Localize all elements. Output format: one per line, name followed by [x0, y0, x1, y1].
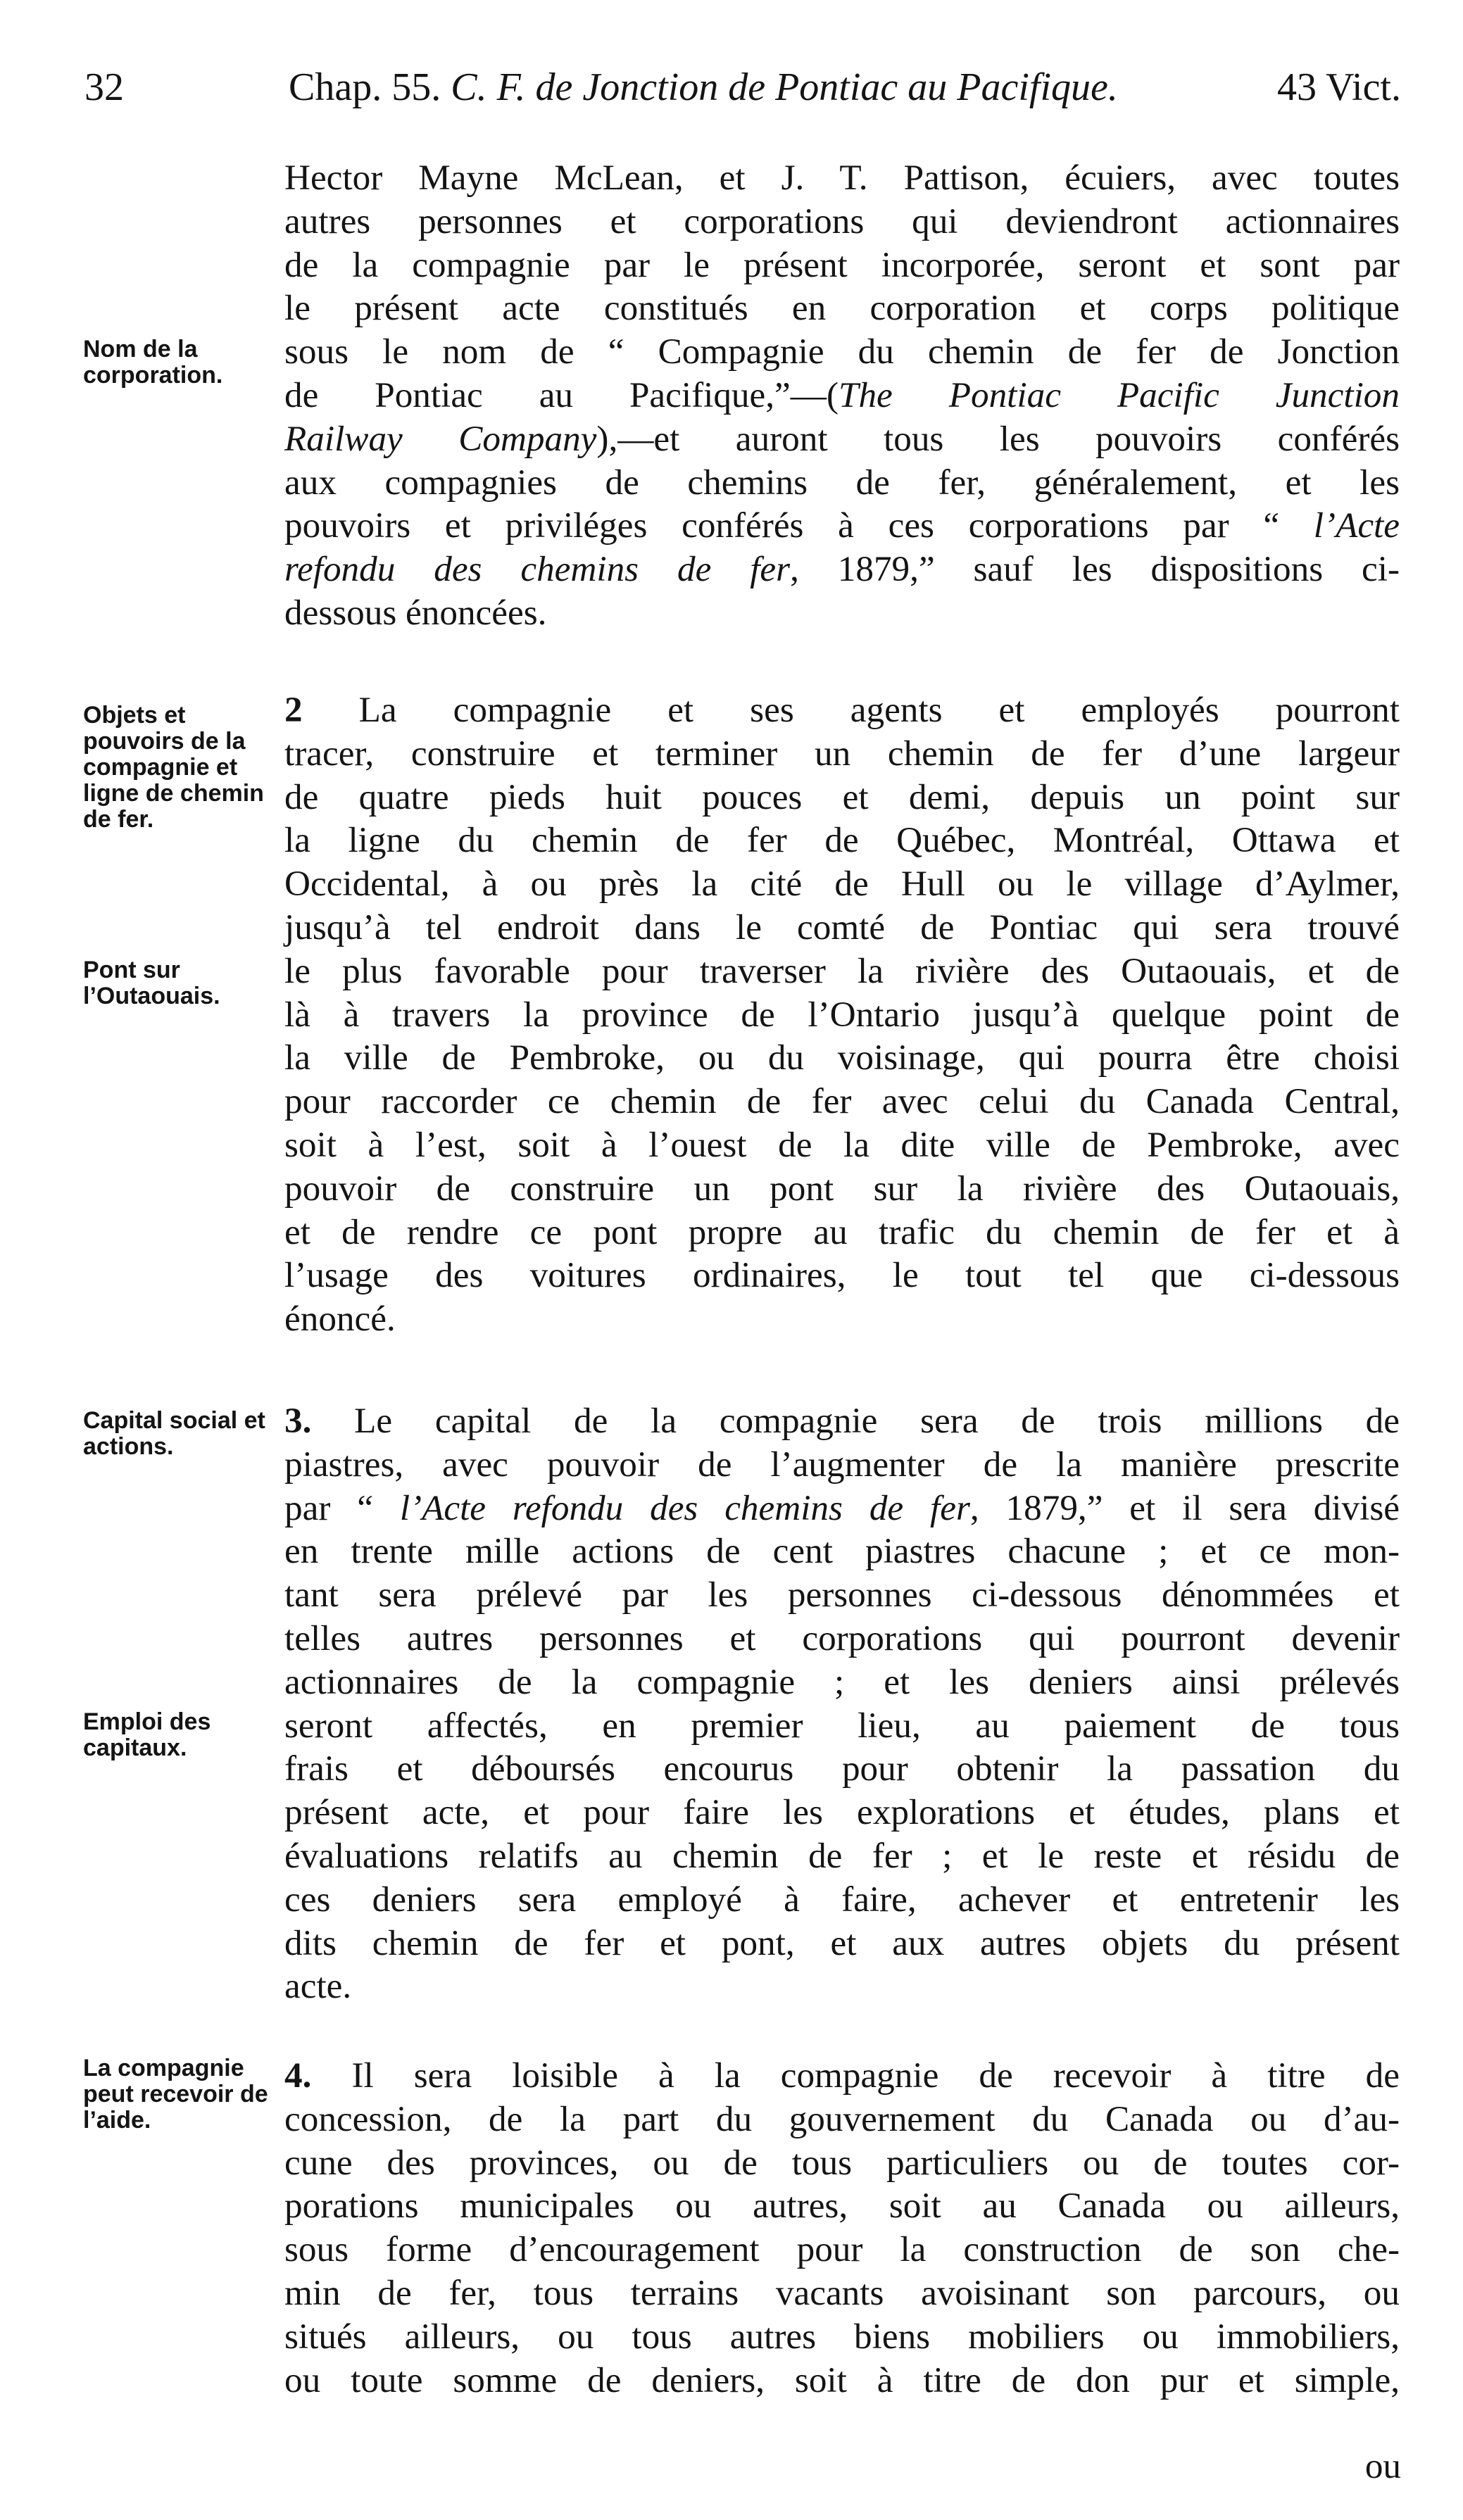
text-line: ces deniers sera employé à faire, achever et entretenir les	[284, 1879, 1400, 1920]
text-line: de quatre pieds huit pouces et demi, depuis un point sur	[284, 776, 1400, 817]
text-line: piastres, avec pouvoir de l’augmenter de la manière prescrite	[284, 1444, 1400, 1485]
margin-note-objets: Objets et pouvoirs de la compagnie et ligne de chemin de fer.	[83, 702, 264, 833]
text-line: et de rendre ce pont propre au trafic du chemin de fer et à	[284, 1211, 1400, 1252]
text-line: en trente mille actions de cent piastres chacune ; et ce mon-	[284, 1531, 1400, 1572]
text-line: pouvoir de construire un pont sur la rivière des Outaouais,	[284, 1168, 1400, 1209]
text-line: porations municipales ou autres, soit au Canada ou ailleurs,	[284, 2186, 1400, 2226]
text-line: frais et déboursés encourus pour obtenir la passation du	[284, 1749, 1400, 1789]
act-title: C. F. de Jonction de Pontiac au Pacifique.	[451, 65, 1118, 109]
text-line: jusqu’à tel endroit dans le comté de Pontiac qui sera trouvé	[284, 907, 1400, 947]
text-line	[284, 2054, 1400, 2098]
text-line: telles autres personnes et corporations qui pourront devenir	[284, 1618, 1400, 1658]
text-line	[284, 548, 1400, 591]
text-run: pouvoirs et priviléges conférés à ces corporations par “	[284, 505, 1314, 546]
text-line: cune des provinces, ou de tous particuliers ou de toutes cor-	[284, 2142, 1400, 2183]
text-line: là à travers la province de l’Ontario jusqu’à quelque point de	[284, 994, 1400, 1035]
text-line: Hector Mayne McLean, et J. T. Pattison, écuiers, avec toutes	[284, 158, 1400, 198]
section-number: 4.	[284, 2055, 312, 2096]
act-reference-cont: refondu des chemins de fer	[284, 549, 791, 590]
section-3-paragraph	[284, 1399, 1400, 2008]
text-line: présent acte, et pour faire les explorations et études, plans et	[284, 1792, 1400, 1833]
text-line	[284, 1399, 1400, 1443]
margin-note-pont: Pont sur l’Outaouais.	[83, 957, 220, 1009]
text-run: par “	[284, 1487, 400, 1528]
text-line: énoncé.	[284, 1299, 396, 1340]
text-line	[284, 417, 1400, 461]
running-header	[0, 65, 1463, 121]
text-line: sous forme d’encouragement pour la construction de son che-	[284, 2229, 1400, 2270]
running-title	[289, 65, 1118, 110]
text-line: concession, de la part du gouvernement du Canada ou d’au-	[284, 2098, 1400, 2139]
act-reference: l’Acte	[1313, 505, 1400, 546]
text-line: le présent acte constitués en corporation et corps politique	[284, 288, 1400, 329]
act-reference: l’Acte refondu des chemins de fer	[399, 1487, 970, 1528]
english-name: The Pontiac Pacific Junction	[839, 374, 1400, 415]
text-run: Le capital de la compagnie sera de trois millions de	[311, 1401, 1400, 1441]
text-line	[284, 1487, 1400, 1530]
text-line: autres personnes et corporations qui deviendront actionnaires	[284, 201, 1400, 241]
text-line: l’usage des voitures ordinaires, le tout tel que ci-dessous	[284, 1255, 1400, 1296]
text-line: le plus favorable pour traverser la rivière des Outaouais, et de	[284, 950, 1400, 991]
section-2-paragraph	[284, 688, 1400, 1341]
margin-note-corporation: Nom de la corporation.	[83, 336, 223, 389]
section-number: 3.	[284, 1401, 312, 1441]
text-line	[284, 688, 1400, 732]
text-line: évaluations relatifs au chemin de fer ; et le reste et résidu de	[284, 1835, 1400, 1876]
text-line: acte.	[284, 1966, 352, 2007]
text-line: sous le nom de “ Compagnie du chemin de fer de Jonction	[284, 332, 1400, 372]
text-line: Occidental, à ou près la cité de Hull ou le village d’Aylmer,	[284, 864, 1400, 905]
text-line: la ville de Pembroke, ou du voisinage, qui pourra être choisi	[284, 1038, 1400, 1078]
text-line	[284, 374, 1400, 417]
chapter-label: Chap. 55.	[289, 65, 441, 109]
section-1-paragraph	[284, 156, 1400, 635]
text-run: , 1879,” sauf les dispositions ci-	[790, 549, 1400, 590]
text-line: ou toute somme de deniers, soit à titre de don pur et simple,	[284, 2360, 1400, 2400]
text-line: dessous énoncées.	[284, 592, 547, 633]
margin-note-capital: Capital social et actions.	[83, 1407, 265, 1460]
text-run: ),—et auront tous les pouvoirs conférés	[596, 418, 1400, 459]
text-line	[284, 504, 1400, 548]
text-line: min de fer, tous terrains vacants avoisinant son parcours, ou	[284, 2272, 1400, 2313]
english-name-cont: Railway Company	[284, 418, 597, 459]
text-run: Il sera loisible à la compagnie de recevoir à titre de	[311, 2055, 1400, 2096]
catchword: ou	[1364, 2446, 1401, 2486]
text-line: aux compagnies de chemins de fer, généralement, et les	[284, 462, 1400, 503]
text-line: tracer, construire et terminer un chemin de fer d’une largeur	[284, 733, 1400, 774]
text-line: la ligne du chemin de fer de Québec, Montréal, Ottawa et	[284, 820, 1400, 861]
text-run: , 1879,” et il sera divisé	[969, 1487, 1400, 1528]
text-run: La compagnie et ses agents et employés pourront	[302, 690, 1400, 730]
page-number: 32	[84, 65, 124, 109]
text-line: dits chemin de fer et pont, et aux autres objets du présent	[284, 1922, 1400, 1963]
section-4-paragraph	[284, 2054, 1400, 2402]
text-line: tant sera prélevé par les personnes ci-dessous dénommées et	[284, 1575, 1400, 1615]
margin-note-aide: La compagnie peut recevoir de l’aide.	[83, 2055, 268, 2134]
text-line: seront affectés, en premier lieu, au paiement de tous	[284, 1705, 1400, 1746]
text-line: de la compagnie par le présent incorporée, seront et sont par	[284, 244, 1400, 285]
text-line: pour raccorder ce chemin de fer avec celui du Canada Central,	[284, 1081, 1400, 1122]
margin-note-emploi: Emploi des capitaux.	[83, 1708, 211, 1761]
text-run: de Pontiac au Pacifique,”—(	[284, 374, 839, 415]
regnal-year: 43 Vict.	[1276, 65, 1401, 109]
text-line: actionnaires de la compagnie ; et les deniers ainsi prélevés	[284, 1661, 1400, 1702]
text-line: soit à l’est, soit à l’ouest de la dite ville de Pembroke, avec	[284, 1124, 1400, 1165]
text-line: situés ailleurs, ou tous autres biens mobiliers ou immobiliers,	[284, 2316, 1400, 2357]
section-number: 2	[284, 690, 303, 730]
